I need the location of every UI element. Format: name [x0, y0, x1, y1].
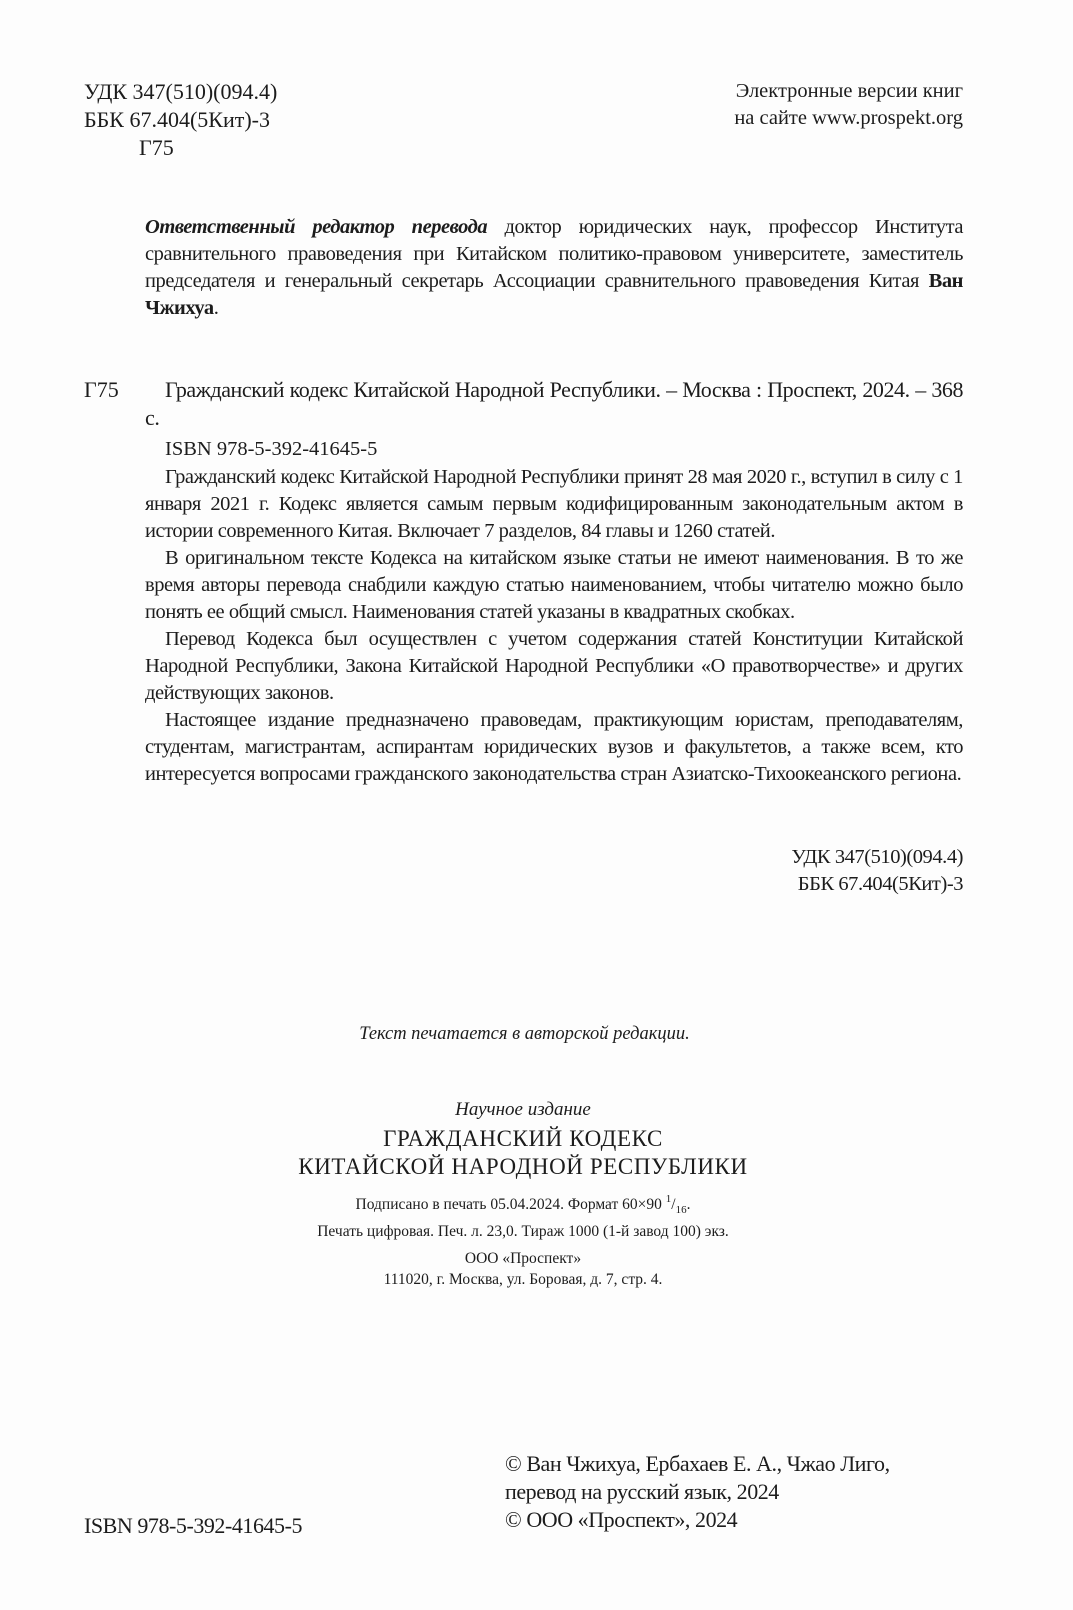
- editor-role: Ответственный редактор перевода: [145, 216, 488, 238]
- ebook-note-line2: на сайте www.prospekt.org: [734, 107, 963, 129]
- catalog-mark: Г75: [84, 377, 119, 402]
- publisher-address: 111020, г. Москва, ул. Боровая, д. 7, стр. 4.: [383, 1271, 663, 1288]
- annotation-paragraph: Перевод Кодекса был осуществлен с учетом содержания статей Конституции Китайской Народной Республики, Закона Китайской Народной Республики «О правотворчестве» и других действующих законов.: [145, 628, 963, 704]
- book-title-line1: ГРАЖДАНСКИЙ КОДЕКС: [383, 1126, 663, 1151]
- ebook-note-line1: Электронные версии книг: [735, 80, 963, 102]
- annotation-paragraph: Гражданский кодекс Китайской Народной Республики принят 28 мая 2020 г., вступил в силу с 1 января 2021 г. Кодекс является самым первым кодифицированным законодательным актом в истории современного Китая. Включает 7 разделов, 84 главы и 1260 статей.: [145, 466, 963, 542]
- annotation-paragraph: Настоящее издание предназначено правоведам, практикующим юристам, преподавателям, студентам, магистрантам, аспирантам юридических вузов и факультетов, а также всем, кто интересуется вопросами гражданского законодательства стран Азиатско-Тихоокеанского региона.: [145, 709, 963, 785]
- annotation-paragraph: В оригинальном тексте Кодекса на китайском языке статьи не имеют наименования. В то же время авторы перевода снабдили каждую статью наименованием, чтобы читателю можно было понять ее общий смысл. Наименования статей указаны в квадратных скобках.: [145, 547, 963, 623]
- udk-code: УДК 347(510)(094.4): [84, 79, 278, 104]
- edition-type: Научное издание: [455, 1099, 591, 1120]
- imprint-block: [0, 1097, 1046, 1290]
- catalog-bbk: ББК 67.404(5Кит)-3: [797, 873, 963, 895]
- copyright-block: [505, 1450, 890, 1534]
- ebook-note: [563, 78, 963, 132]
- copyright-translation-note: перевод на русский язык, 2024: [505, 1479, 779, 1504]
- author-edition-note: Текст печатается в авторской редакции.: [359, 1024, 690, 1044]
- catalog-codes: [563, 844, 963, 898]
- editor-paragraph: Ответственный редактор перевода доктор юридических наук, профессор Института сравнительного правоведения при Китайском политико-правовом университете, заместитель председателя и генеральный секретарь Ассоциации сравнительного правоведения Китая Ван Чжихуа.: [145, 216, 963, 319]
- publisher-name: ООО «Проспект»: [464, 1250, 582, 1267]
- catalog-udk: УДК 347(510)(094.4): [791, 846, 963, 868]
- annotation: [145, 464, 963, 788]
- copyright-publisher: © ООО «Проспект», 2024: [505, 1507, 738, 1532]
- catalog-title: Гражданский кодекс Китайской Народной Республики. – Москва : Проспект, 2024. – 368 с.: [145, 377, 963, 430]
- copyright-translators: © Ван Чжихуа, Ербахаев Е. А., Чжао Лиго,: [505, 1451, 890, 1476]
- editor-name: Ван Чжихуа: [145, 270, 963, 319]
- author-mark: Г75: [139, 135, 174, 160]
- book-title-line2: КИТАЙСКОЙ НАРОДНОЙ РЕСПУБЛИКИ: [298, 1154, 748, 1179]
- classification-block: [84, 78, 277, 162]
- bbk-code: ББК 67.404(5Кит)-3: [84, 107, 270, 132]
- print-info: Печать цифровая. Печ. л. 23,0. Тираж 1000 (1-й завод 100) экз.: [317, 1223, 729, 1240]
- catalog-isbn: ISBN 978-5-392-41645-5: [165, 438, 378, 460]
- signed-format: Подписано в печать 05.04.2024. Формат 60×90 $^1/_{16}$.: [355, 1193, 691, 1216]
- footer-isbn: ISBN 978-5-392-41645-5: [84, 1513, 303, 1538]
- editor-description: доктор юридических наук, профессор Института сравнительного правоведения при Китайском политико-правовом университете, заместитель председателя и генеральный секретарь Ассоциации сравнительного правоведения Китая: [145, 216, 963, 292]
